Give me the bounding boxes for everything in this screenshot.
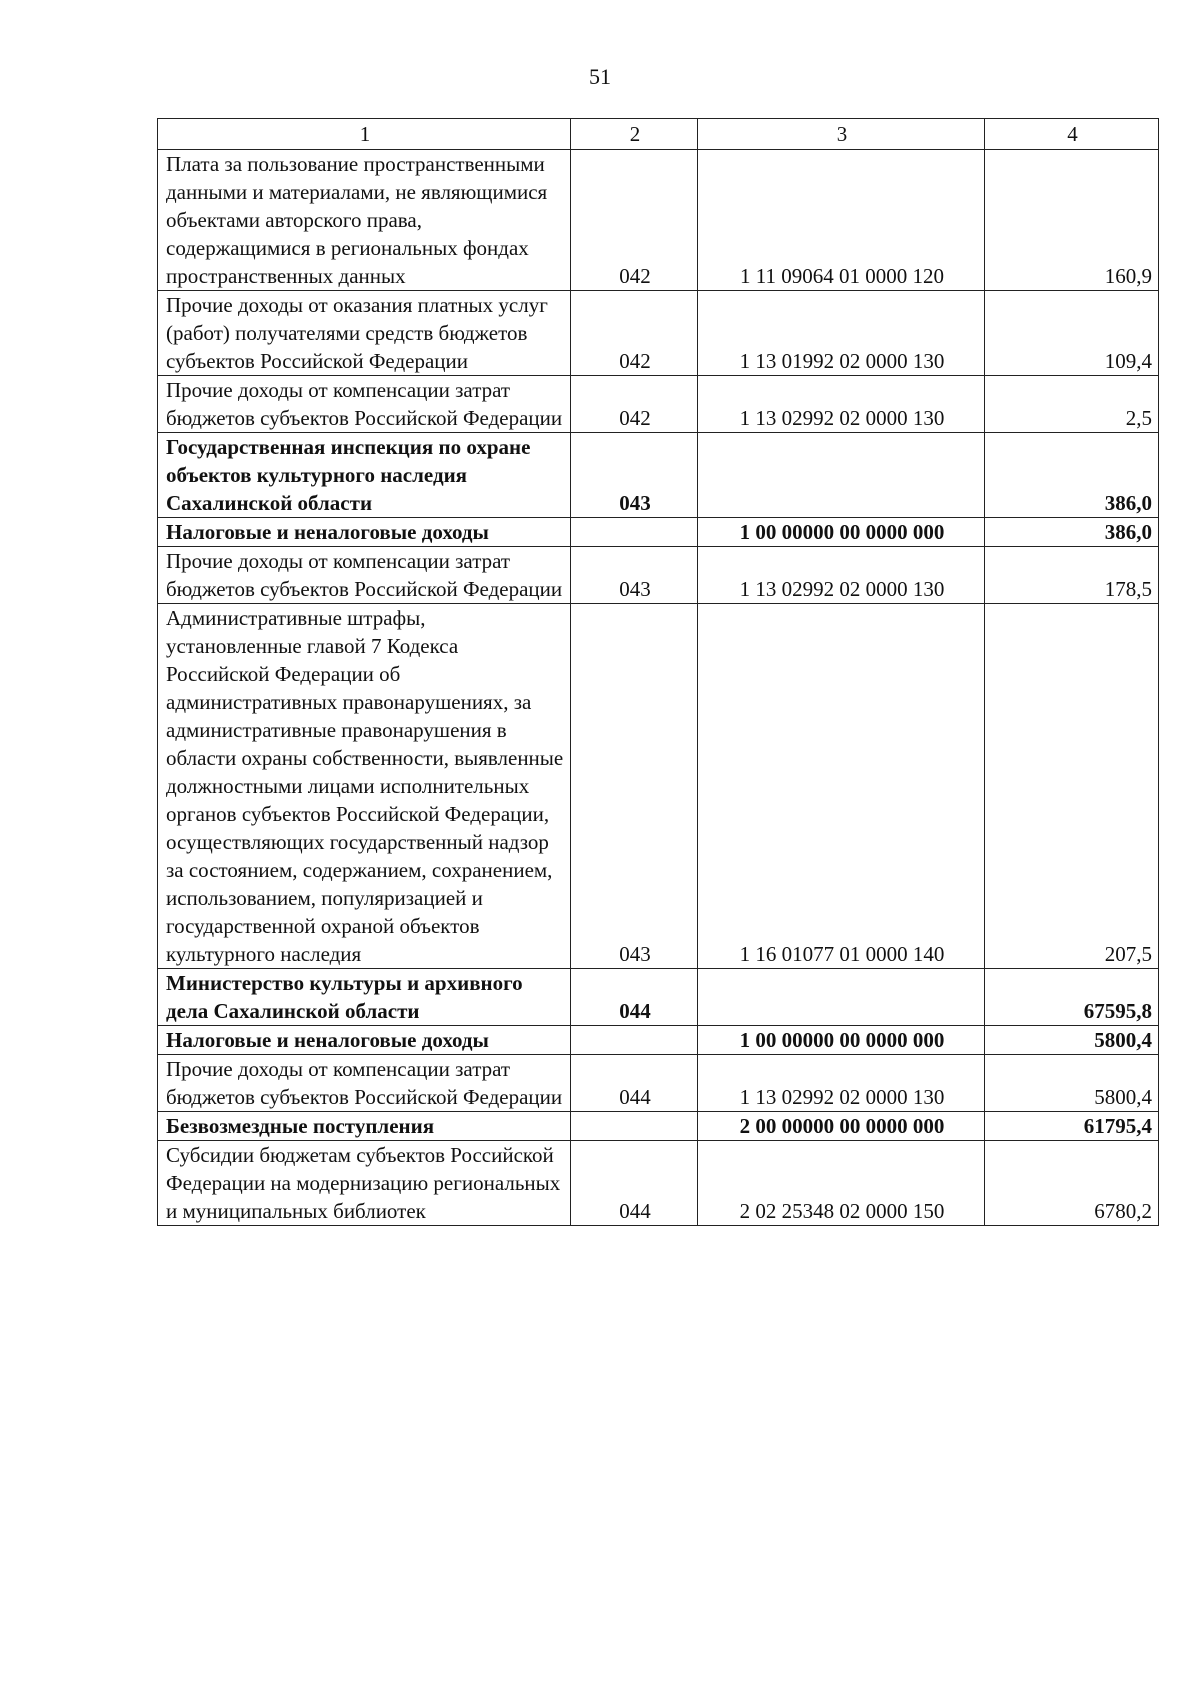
row-name: Прочие доходы от компенсации затрат бюджетов субъектов Российской Федерации [158,1055,571,1112]
table-row [158,1141,1159,1226]
row-admin-code: 042 [571,376,698,433]
row-amount: 5800,4 [985,1055,1159,1112]
row-admin-code [571,1026,698,1055]
row-amount: 6780,2 [985,1141,1159,1226]
table-header-row [158,119,1159,150]
row-name: Государственная инспекция по охране объектов культурного наследия Сахалинской области [158,433,571,518]
row-revenue-code: 1 13 02992 02 0000 130 [698,547,985,604]
table-row [158,547,1159,604]
row-name: Безвозмездные поступления [158,1112,571,1141]
page-number: 51 [589,64,611,89]
row-admin-code: 044 [571,969,698,1026]
row-admin-code: 043 [571,547,698,604]
row-amount: 207,5 [985,604,1159,969]
row-amount: 386,0 [985,518,1159,547]
row-amount: 67595,8 [985,969,1159,1026]
table-row-section [158,433,1159,518]
row-revenue-code: 1 11 09064 01 0000 120 [698,150,985,291]
header-col-2: 2 [571,119,698,150]
header-col-4: 4 [985,119,1159,150]
row-revenue-code: 1 16 01077 01 0000 140 [698,604,985,969]
row-amount: 178,5 [985,547,1159,604]
row-name: Министерство культуры и архивного дела Сахалинской области [158,969,571,1026]
row-amount: 2,5 [985,376,1159,433]
row-name: Прочие доходы от оказания платных услуг (работ) получателями средств бюджетов субъектов Российской Федерации [158,291,571,376]
row-revenue-code: 1 13 02992 02 0000 130 [698,1055,985,1112]
row-name: Прочие доходы от компенсации затрат бюджетов субъектов Российской Федерации [158,376,571,433]
row-admin-code [571,1112,698,1141]
row-name: Плата за пользование пространственными данными и материалами, не являющимися объектами авторского права, содержащимися в региональных фондах пространственных данных [158,150,571,291]
row-revenue-code: 1 00 00000 00 0000 000 [698,1026,985,1055]
row-revenue-code: 1 13 02992 02 0000 130 [698,376,985,433]
table-row-section [158,969,1159,1026]
row-amount: 109,4 [985,291,1159,376]
row-name: Налоговые и неналоговые доходы [158,1026,571,1055]
row-admin-code: 043 [571,604,698,969]
row-revenue-code: 1 00 00000 00 0000 000 [698,518,985,547]
row-amount: 5800,4 [985,1026,1159,1055]
table-row [158,1055,1159,1112]
row-admin-code [571,518,698,547]
row-revenue-code: 2 02 25348 02 0000 150 [698,1141,985,1226]
row-revenue-code [698,433,985,518]
row-admin-code: 042 [571,291,698,376]
row-amount: 160,9 [985,150,1159,291]
row-revenue-code: 1 13 01992 02 0000 130 [698,291,985,376]
row-name: Субсидии бюджетам субъектов Российской Федерации на модернизацию региональных и муниципальных библиотек [158,1141,571,1226]
row-admin-code: 042 [571,150,698,291]
table-row-subtotal [158,518,1159,547]
table-row [158,376,1159,433]
row-name: Административные штрафы, установленные главой 7 Кодекса Российской Федерации об административных правонарушениях, за административные правонарушения в области охраны собственности, выявленные должностными лицами исполнительных органов субъектов Российской Федерации, осуществляющих государственный надзор за состоянием, содержанием, сохранением, использованием, популяризацией и государственной охраной объектов культурного наследия [158,604,571,969]
table-row [158,150,1159,291]
table-row [158,604,1159,969]
header-col-3: 3 [698,119,985,150]
row-amount: 61795,4 [985,1112,1159,1141]
row-name: Налоговые и неналоговые доходы [158,518,571,547]
row-revenue-code: 2 00 00000 00 0000 000 [698,1112,985,1141]
table-row-subtotal [158,1026,1159,1055]
revenue-table [157,118,1159,1226]
row-admin-code: 044 [571,1141,698,1226]
row-name: Прочие доходы от компенсации затрат бюджетов субъектов Российской Федерации [158,547,571,604]
header-col-1: 1 [158,119,571,150]
row-admin-code: 044 [571,1055,698,1112]
row-admin-code: 043 [571,433,698,518]
row-revenue-code [698,969,985,1026]
row-amount: 386,0 [985,433,1159,518]
table-row-subtotal [158,1112,1159,1141]
table-row [158,291,1159,376]
